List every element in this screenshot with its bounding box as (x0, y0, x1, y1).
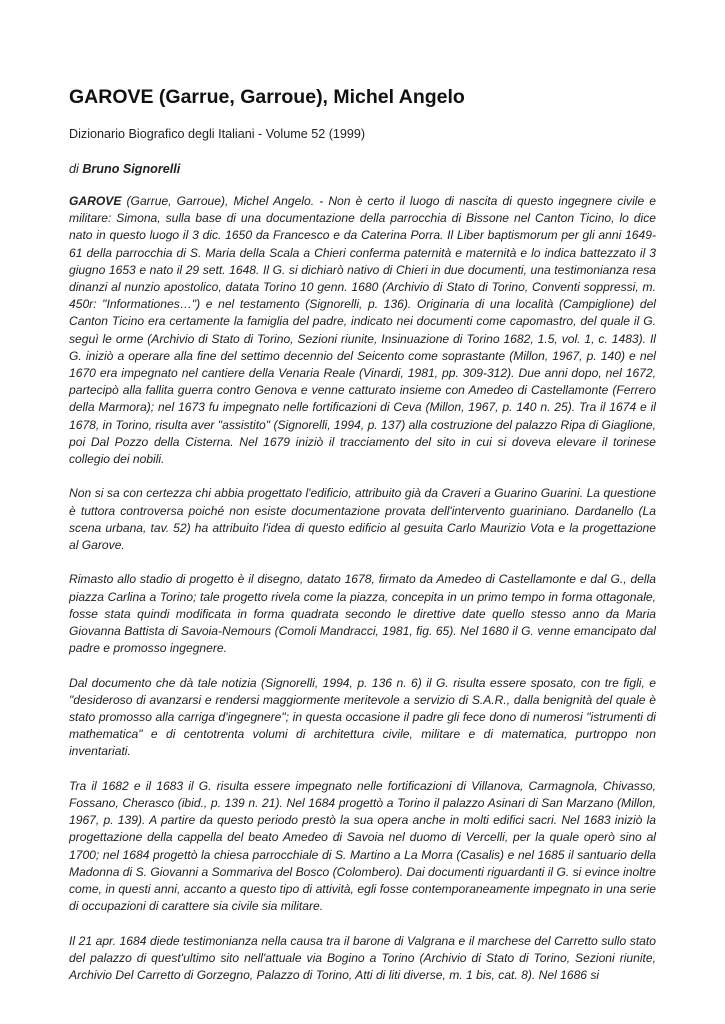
byline-prefix: di (69, 162, 83, 176)
article-title: GAROVE (Garrue, Garroue), Michel Angelo (69, 86, 465, 108)
byline (69, 162, 180, 176)
paragraph-5: Tra il 1682 e il 1683 il G. risulta essere impegnato nelle fortificazioni di Villanova, Carmagnola, Chivasso, Fossano, Cherasco (ibid., p. 139 n. 21). Nel 1684 progettò a Torino il palazzo Asinari di San Marzano (Millon, 1967, p. 139). A partire da questo periodo prestò la sua opera anche in molti edifici sacri. Nel 1683 iniziò la progettazione della cappella del beato Amedeo di Savoia nel duomo di Vercelli, per la quale operò sino al 1700; nel 1684 progettò la chiesa parrocchiale di S. Martino a La Morra (Casalis) e nel 1685 il santuario della Madonna di S. Giovanni a Sommariva del Bosco (Colombero). Dai documenti riguardanti il G. si evince inoltre come, in questi anni, accanto a questo tipo di attività, egli fosse contemporaneamente impegnato in una serie di occupazioni di carattere sia civile sia militare. (69, 778, 656, 914)
paragraph-1-text: (Garrue, Garroue), Michel Angelo. - Non è certo il luogo di nascita di questo ingegnere civile e militare: Simona, sulla base di una documentazione della parrocchia di Bissone nel Canton Ticino, lo dice nato in questo luogo il 3 dic. 1650 da Francesco e da Caterina Porra. Il Liber baptismorum per gli anni 1649-61 della parrocchia di S. Maria della Scala a Chieri conferma paternità e maternità e lo indica battezzato il 3 giugno 1653 e nato il 29 sett. 1648. Il G. si dichiarò nativo di Chieri in due documenti, una testimonianza resa dinanzi al nunzio apostolico, datata Torino 10 genn. 1680 (Archivio di Stato di Torino, Conventi soppressi, m. 450r: "Informationes…") e nel testamento (Signorelli, p. 136). Originaria di una località (Campiglione) del Canton Ticino era certamente la famiglia del padre, indicato nei documenti come capomastro, del quale il G. seguì le orme (Archivio di Stato di Torino, Sezioni riunite, Insinuazione di Torino 1682, 1.5, vol. 1, c. 1483). Il G. iniziò a operare alla fine del settimo decennio del Seicento come soprastante (Millon, 1967, p. 140) e nel 1670 era impegnato nel cantiere della Venaria Reale (Vinardi, 1981, pp. 309-312). Due anni dopo, nel 1672, partecipò alla fallita guerra contro Genova e venne catturato insieme con Amedeo di Castellamonte (Ferrero della Marmora); nel 1673 fu impegnato nelle fortificazioni di Ceva (Millon, 1967, p. 140 n. 25). Tra il 1674 e il 1678, in Torino, risulta aver "assistito" (Signorelli, 1994, p. 137) alla costruzione del palazzo Ripa di Giaglione, poi Dal Pozzo della Cisterna. Nel 1679 iniziò il tracciamento del sito in cui si doveva elevare il torinese collegio dei nobili. (69, 194, 656, 467)
lead-name: GAROVE (69, 194, 122, 208)
source-line: Dizionario Biografico degli Italiani - Volume 52 (1999) (69, 127, 366, 141)
paragraph-3: Rimasto allo stadio di progetto è il disegno, datato 1678, firmato da Amedeo di Castellamonte e dal G., della piazza Carlina a Torino; tale progetto rivela come la piazza, concepita in un primo tempo in forma ottagonale, fosse stata quindi modificata in forma quadrata secondo le direttive date quello stesso anno da Maria Giovanna Battista di Savoia-Nemours (Comoli Mandracci, 1981, fig. 65). Nel 1680 il G. venne emancipato dal padre e promosso ingegnere. (69, 572, 656, 656)
paragraph-6: Il 21 apr. 1684 diede testimonianza nella causa tra il barone di Valgrana e il marchese del Carretto sullo stato del palazzo di quest'ultimo sito nell'attuale via Bogino a Torino (Archivio di Stato di Torino, Sezioni riunite, Archivio Del Carretto di Gorzegno, Palazzo di Torino, Atti di liti diverse, m. 1 bis, cat. 8). Nel 1686 si (69, 933, 656, 983)
author-name: Bruno Signorelli (82, 162, 181, 176)
article-body (69, 193, 656, 1001)
paragraph-4: Dal documento che dà tale notizia (Signorelli, 1994, p. 136 n. 6) il G. risulta essere sposato, con tre figli, e "desideroso di avanzarsi e rendersi maggiormente meritevole a servizio di S.A.R., dalla benignità del quale è stato promosso alla carriga d'ingegnere"; in questa occasione il padre gli fece dono di numerosi "istrumenti di mathematica" e di centotrenta volumi di architettura civile, militare e di matematica, purtroppo non inventariati. (69, 675, 656, 759)
paragraph-1 (69, 193, 656, 468)
paragraph-2: Non si sa con certezza chi abbia progettato l'edificio, attribuito già da Craveri a Guarino Guarini. La questione è tuttora controversa poiché non esiste documentazione provata dell'intervento guariniano. Dardanello (La scena urbana, tav. 52) ha attribuito l'idea di questo edificio al gesuita Carlo Maurizio Vota e la progettazione al Garove. (69, 486, 656, 553)
